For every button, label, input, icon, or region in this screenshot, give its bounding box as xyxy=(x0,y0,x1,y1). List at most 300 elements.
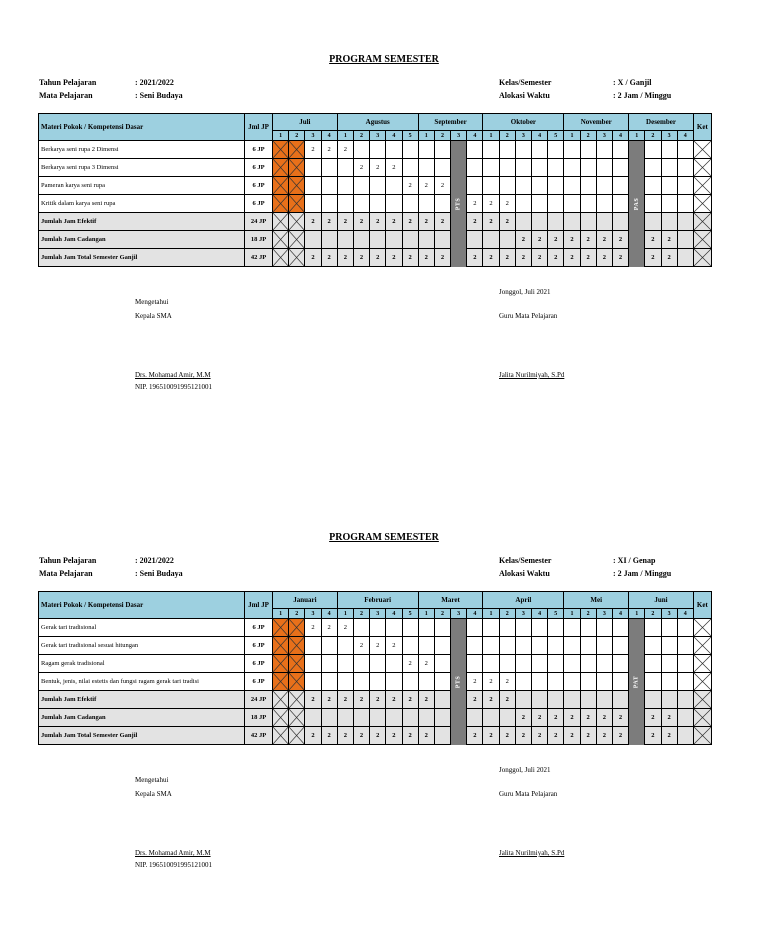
week-cell: 2 xyxy=(353,159,369,177)
cross-mark-icon xyxy=(694,195,711,212)
week-cell: 2 xyxy=(321,141,337,159)
week-cell xyxy=(289,637,305,655)
week-cell xyxy=(402,195,418,213)
week-cell xyxy=(645,177,661,195)
exam-label: PAS xyxy=(633,197,640,210)
week-cell: 2 xyxy=(321,727,337,745)
week-cell xyxy=(612,673,628,691)
materi-cell: Jumlah Jam Efektif xyxy=(39,691,245,709)
materi-header: Materi Pokok / Kompetensi Dasar xyxy=(39,592,245,619)
cross-mark-icon xyxy=(289,141,304,158)
week-cell xyxy=(483,709,499,727)
week-number: 3 xyxy=(661,609,677,619)
week-cell: 2 xyxy=(386,249,402,267)
header-row-months xyxy=(39,592,712,609)
week-cell xyxy=(483,159,499,177)
week-number: 1 xyxy=(273,609,289,619)
week-cell xyxy=(677,673,693,691)
week-number: 3 xyxy=(515,131,531,141)
week-cell xyxy=(548,159,564,177)
week-number: 4 xyxy=(386,609,402,619)
table-row xyxy=(39,619,712,637)
week-number: 2 xyxy=(580,131,596,141)
week-cell xyxy=(289,709,305,727)
week-cell xyxy=(515,213,531,231)
week-number: 2 xyxy=(289,609,305,619)
exam-week-column xyxy=(629,141,645,267)
week-cell xyxy=(321,709,337,727)
week-cell xyxy=(337,231,353,249)
week-cell xyxy=(548,213,564,231)
week-cell xyxy=(499,637,515,655)
week-cell xyxy=(677,195,693,213)
week-cell: 2 xyxy=(483,213,499,231)
week-cell xyxy=(321,655,337,673)
week-cell xyxy=(289,177,305,195)
jp-cell: 6 JP xyxy=(245,177,273,195)
materi-cell: Jumlah Jam Efektif xyxy=(39,213,245,231)
week-cell: 2 xyxy=(483,691,499,709)
week-cell xyxy=(418,709,434,727)
week-cell xyxy=(645,195,661,213)
week-cell: 2 xyxy=(386,213,402,231)
week-number: 4 xyxy=(386,131,402,141)
week-cell xyxy=(273,637,289,655)
exam-label: PAT xyxy=(633,675,640,689)
week-cell: 2 xyxy=(548,231,564,249)
ket-cell xyxy=(693,195,711,213)
week-cell xyxy=(612,177,628,195)
week-cell xyxy=(386,195,402,213)
week-cell: 2 xyxy=(548,249,564,267)
week-number: 1 xyxy=(564,131,580,141)
week-cell: 2 xyxy=(612,727,628,745)
week-cell: 2 xyxy=(402,213,418,231)
week-cell: 2 xyxy=(661,727,677,745)
table-row xyxy=(39,691,712,709)
week-cell xyxy=(612,159,628,177)
week-cell xyxy=(337,637,353,655)
week-cell xyxy=(273,691,289,709)
week-cell xyxy=(612,195,628,213)
semester-section xyxy=(0,0,768,466)
week-cell xyxy=(467,619,483,637)
week-cell: 2 xyxy=(321,213,337,231)
week-number: 1 xyxy=(629,131,645,141)
week-cell xyxy=(580,655,596,673)
week-cell xyxy=(289,249,305,267)
week-cell xyxy=(499,655,515,673)
week-cell: 2 xyxy=(612,709,628,727)
week-number: 3 xyxy=(370,131,386,141)
week-cell xyxy=(353,709,369,727)
week-cell: 2 xyxy=(661,709,677,727)
week-cell xyxy=(402,231,418,249)
week-cell xyxy=(273,195,289,213)
week-cell xyxy=(677,249,693,267)
week-cell xyxy=(661,691,677,709)
cross-mark-icon xyxy=(694,213,711,230)
week-cell xyxy=(596,691,612,709)
ket-cell xyxy=(693,141,711,159)
week-cell: 2 xyxy=(386,691,402,709)
week-cell xyxy=(353,673,369,691)
week-cell xyxy=(548,619,564,637)
kelas-label: Kelas/Semester xyxy=(499,556,552,565)
week-cell: 2 xyxy=(645,727,661,745)
week-cell xyxy=(580,673,596,691)
kepsek-nip: NIP. 196510091995121001 xyxy=(135,383,213,391)
kepsek-name: Drs. Mohamad Amir, M.M xyxy=(135,371,211,379)
week-cell xyxy=(564,213,580,231)
week-cell: 2 xyxy=(467,691,483,709)
month-header: Desember xyxy=(629,114,694,131)
cross-mark-icon xyxy=(273,231,288,248)
month-header: Maret xyxy=(418,592,483,609)
week-cell xyxy=(370,673,386,691)
week-cell xyxy=(289,231,305,249)
week-cell xyxy=(661,619,677,637)
materi-cell: Pameran karya seni rupa xyxy=(39,177,245,195)
week-cell xyxy=(402,673,418,691)
week-number: 1 xyxy=(418,609,434,619)
week-cell: 2 xyxy=(661,249,677,267)
week-cell xyxy=(289,195,305,213)
week-cell xyxy=(289,619,305,637)
week-cell: 2 xyxy=(564,727,580,745)
cross-mark-icon xyxy=(273,141,288,158)
week-cell xyxy=(661,655,677,673)
week-cell xyxy=(467,231,483,249)
week-cell xyxy=(418,673,434,691)
semester-section xyxy=(0,478,768,944)
week-cell: 2 xyxy=(483,249,499,267)
week-cell xyxy=(483,619,499,637)
week-cell xyxy=(645,159,661,177)
week-cell: 2 xyxy=(321,619,337,637)
month-header: Agustus xyxy=(337,114,418,131)
week-cell: 2 xyxy=(596,709,612,727)
week-cell xyxy=(645,141,661,159)
week-cell xyxy=(386,709,402,727)
week-cell: 2 xyxy=(499,691,515,709)
week-number: 1 xyxy=(273,131,289,141)
week-number: 1 xyxy=(418,131,434,141)
week-cell: 2 xyxy=(645,249,661,267)
month-header: Mei xyxy=(564,592,629,609)
jp-cell: 6 JP xyxy=(245,141,273,159)
mengetahui-label: Mengetahui xyxy=(135,776,169,784)
week-cell: 2 xyxy=(386,159,402,177)
week-cell xyxy=(483,177,499,195)
week-cell xyxy=(273,159,289,177)
week-cell xyxy=(515,691,531,709)
month-header: September xyxy=(418,114,483,131)
week-cell xyxy=(467,655,483,673)
week-cell xyxy=(515,619,531,637)
cross-mark-icon xyxy=(694,673,711,690)
week-cell xyxy=(289,727,305,745)
week-cell xyxy=(305,673,321,691)
materi-cell: Berkarya seni rupa 3 Dimensi xyxy=(39,159,245,177)
alokasi-label: Alokasi Waktu xyxy=(499,569,550,578)
week-cell: 2 xyxy=(515,231,531,249)
week-cell: 2 xyxy=(596,231,612,249)
week-cell: 2 xyxy=(321,691,337,709)
week-cell xyxy=(467,709,483,727)
week-cell xyxy=(564,673,580,691)
week-cell xyxy=(434,727,450,745)
month-header: Juni xyxy=(629,592,694,609)
week-cell xyxy=(467,177,483,195)
mapel-label: Mata Pelajaran xyxy=(39,569,93,578)
week-cell xyxy=(661,213,677,231)
week-number: 4 xyxy=(677,131,693,141)
exam-label: PTS xyxy=(455,197,462,211)
week-cell xyxy=(661,177,677,195)
week-cell xyxy=(548,177,564,195)
week-number: 4 xyxy=(321,131,337,141)
week-cell xyxy=(499,231,515,249)
cross-mark-icon xyxy=(694,709,711,726)
cross-mark-icon xyxy=(289,619,304,636)
week-cell xyxy=(548,691,564,709)
week-cell: 2 xyxy=(386,727,402,745)
week-cell xyxy=(580,141,596,159)
week-cell: 2 xyxy=(499,213,515,231)
week-cell xyxy=(580,195,596,213)
week-number: 1 xyxy=(564,609,580,619)
week-cell xyxy=(434,673,450,691)
week-cell xyxy=(532,637,548,655)
week-cell: 2 xyxy=(467,213,483,231)
month-header: Januari xyxy=(273,592,338,609)
week-cell: 2 xyxy=(564,231,580,249)
week-cell xyxy=(273,709,289,727)
ket-cell xyxy=(693,213,711,231)
exam-week-column xyxy=(451,141,467,267)
cross-mark-icon xyxy=(273,213,288,230)
month-header: April xyxy=(483,592,564,609)
week-cell: 2 xyxy=(402,655,418,673)
alokasi-value: : 2 Jam / Minggu xyxy=(613,569,672,578)
week-cell xyxy=(596,177,612,195)
week-cell xyxy=(596,637,612,655)
week-cell: 2 xyxy=(483,673,499,691)
week-cell: 2 xyxy=(370,159,386,177)
week-cell xyxy=(677,159,693,177)
cross-mark-icon xyxy=(273,159,288,176)
week-cell xyxy=(370,709,386,727)
place-date: Jonggol, Juli 2021 xyxy=(499,288,551,296)
week-cell: 2 xyxy=(305,141,321,159)
kepsek-nip: NIP. 196510091995121001 xyxy=(135,861,213,869)
kelas-value: : X / Ganjil xyxy=(613,78,652,87)
materi-header: Materi Pokok / Kompetensi Dasar xyxy=(39,114,245,141)
week-cell: 2 xyxy=(596,249,612,267)
week-cell: 2 xyxy=(499,195,515,213)
week-cell xyxy=(289,691,305,709)
week-number: 4 xyxy=(321,609,337,619)
week-cell: 2 xyxy=(564,709,580,727)
week-cell xyxy=(353,195,369,213)
week-cell xyxy=(273,141,289,159)
week-cell xyxy=(418,159,434,177)
week-cell xyxy=(370,619,386,637)
kelas-label: Kelas/Semester xyxy=(499,78,552,87)
ket-cell xyxy=(693,637,711,655)
week-cell xyxy=(564,637,580,655)
jml-jp-header: Jml JP xyxy=(245,114,273,141)
week-cell xyxy=(515,177,531,195)
cross-mark-icon xyxy=(273,727,288,744)
week-number: 3 xyxy=(370,609,386,619)
week-cell xyxy=(337,673,353,691)
cross-mark-icon xyxy=(289,673,304,690)
alokasi-label: Alokasi Waktu xyxy=(499,91,550,100)
week-cell: 2 xyxy=(402,177,418,195)
week-cell: 2 xyxy=(645,231,661,249)
exam-label: PTS xyxy=(455,675,462,689)
week-cell xyxy=(289,213,305,231)
week-cell xyxy=(305,195,321,213)
tahun-value: : 2021/2022 xyxy=(135,556,174,565)
ket-cell xyxy=(693,177,711,195)
table-row xyxy=(39,195,712,213)
week-cell xyxy=(418,619,434,637)
week-cell: 2 xyxy=(305,691,321,709)
week-cell xyxy=(612,637,628,655)
week-cell xyxy=(483,655,499,673)
week-cell: 2 xyxy=(305,619,321,637)
ket-cell xyxy=(693,249,711,267)
cross-mark-icon xyxy=(289,213,304,230)
week-number: 3 xyxy=(661,131,677,141)
week-cell xyxy=(434,655,450,673)
week-cell xyxy=(532,177,548,195)
week-cell: 2 xyxy=(499,249,515,267)
week-cell: 2 xyxy=(337,727,353,745)
week-cell: 2 xyxy=(580,727,596,745)
week-cell xyxy=(677,177,693,195)
week-cell: 2 xyxy=(370,691,386,709)
week-cell xyxy=(353,231,369,249)
week-cell xyxy=(434,619,450,637)
cross-mark-icon xyxy=(289,727,304,744)
week-cell xyxy=(321,231,337,249)
week-cell xyxy=(305,709,321,727)
week-number: 1 xyxy=(337,131,353,141)
tahun-label: Tahun Pelajaran xyxy=(39,78,97,87)
week-cell: 2 xyxy=(612,231,628,249)
guru-label: Guru Mata Pelajaran xyxy=(499,790,558,798)
week-cell xyxy=(289,141,305,159)
week-cell xyxy=(273,619,289,637)
week-cell: 2 xyxy=(580,231,596,249)
materi-cell: Jumlah Jam Cadangan xyxy=(39,231,245,249)
cross-mark-icon xyxy=(289,195,304,212)
week-cell xyxy=(596,673,612,691)
week-cell: 2 xyxy=(483,727,499,745)
week-cell xyxy=(386,619,402,637)
week-cell xyxy=(353,619,369,637)
page-title: PROGRAM SEMESTER xyxy=(329,54,439,65)
header-row-months xyxy=(39,114,712,131)
week-cell xyxy=(564,159,580,177)
exam-week-column xyxy=(451,619,467,745)
week-cell: 2 xyxy=(580,249,596,267)
table-row xyxy=(39,709,712,727)
week-cell: 2 xyxy=(386,637,402,655)
week-cell: 2 xyxy=(418,249,434,267)
week-cell xyxy=(273,231,289,249)
week-cell xyxy=(370,141,386,159)
cross-mark-icon xyxy=(273,249,288,266)
week-cell xyxy=(434,195,450,213)
week-cell: 2 xyxy=(467,195,483,213)
mapel-value: : Seni Budaya xyxy=(135,569,183,578)
week-number: 3 xyxy=(515,609,531,619)
week-number: 2 xyxy=(353,609,369,619)
week-cell xyxy=(418,141,434,159)
week-cell xyxy=(677,691,693,709)
jp-cell: 6 JP xyxy=(245,655,273,673)
week-cell xyxy=(305,637,321,655)
week-number: 1 xyxy=(483,609,499,619)
week-number: 4 xyxy=(677,609,693,619)
month-header: Juli xyxy=(273,114,338,131)
table-row xyxy=(39,727,712,745)
week-cell xyxy=(337,159,353,177)
table-row xyxy=(39,159,712,177)
week-cell xyxy=(677,231,693,249)
kelas-value: : XI / Genap xyxy=(613,556,656,565)
week-cell xyxy=(580,177,596,195)
cross-mark-icon xyxy=(694,655,711,672)
week-cell xyxy=(645,673,661,691)
cross-mark-icon xyxy=(289,159,304,176)
week-cell xyxy=(321,177,337,195)
week-cell xyxy=(532,655,548,673)
week-number: 5 xyxy=(548,609,564,619)
week-cell xyxy=(548,637,564,655)
cross-mark-icon xyxy=(694,177,711,194)
cross-mark-icon xyxy=(694,619,711,636)
week-cell: 2 xyxy=(353,637,369,655)
cross-mark-icon xyxy=(289,655,304,672)
cross-mark-icon xyxy=(273,637,288,654)
week-cell: 2 xyxy=(402,727,418,745)
week-number: 2 xyxy=(645,131,661,141)
week-number: 2 xyxy=(353,131,369,141)
week-cell xyxy=(645,637,661,655)
week-cell xyxy=(645,691,661,709)
week-cell: 2 xyxy=(370,727,386,745)
week-cell xyxy=(337,709,353,727)
week-cell xyxy=(273,655,289,673)
week-cell xyxy=(418,637,434,655)
cross-mark-icon xyxy=(273,709,288,726)
week-cell xyxy=(370,231,386,249)
week-cell xyxy=(402,141,418,159)
tahun-label: Tahun Pelajaran xyxy=(39,556,97,565)
week-cell: 2 xyxy=(353,727,369,745)
week-cell xyxy=(548,141,564,159)
ket-header: Ket xyxy=(693,592,711,619)
week-cell xyxy=(532,673,548,691)
place-date: Jonggol, Juli 2021 xyxy=(499,766,551,774)
week-cell xyxy=(677,213,693,231)
